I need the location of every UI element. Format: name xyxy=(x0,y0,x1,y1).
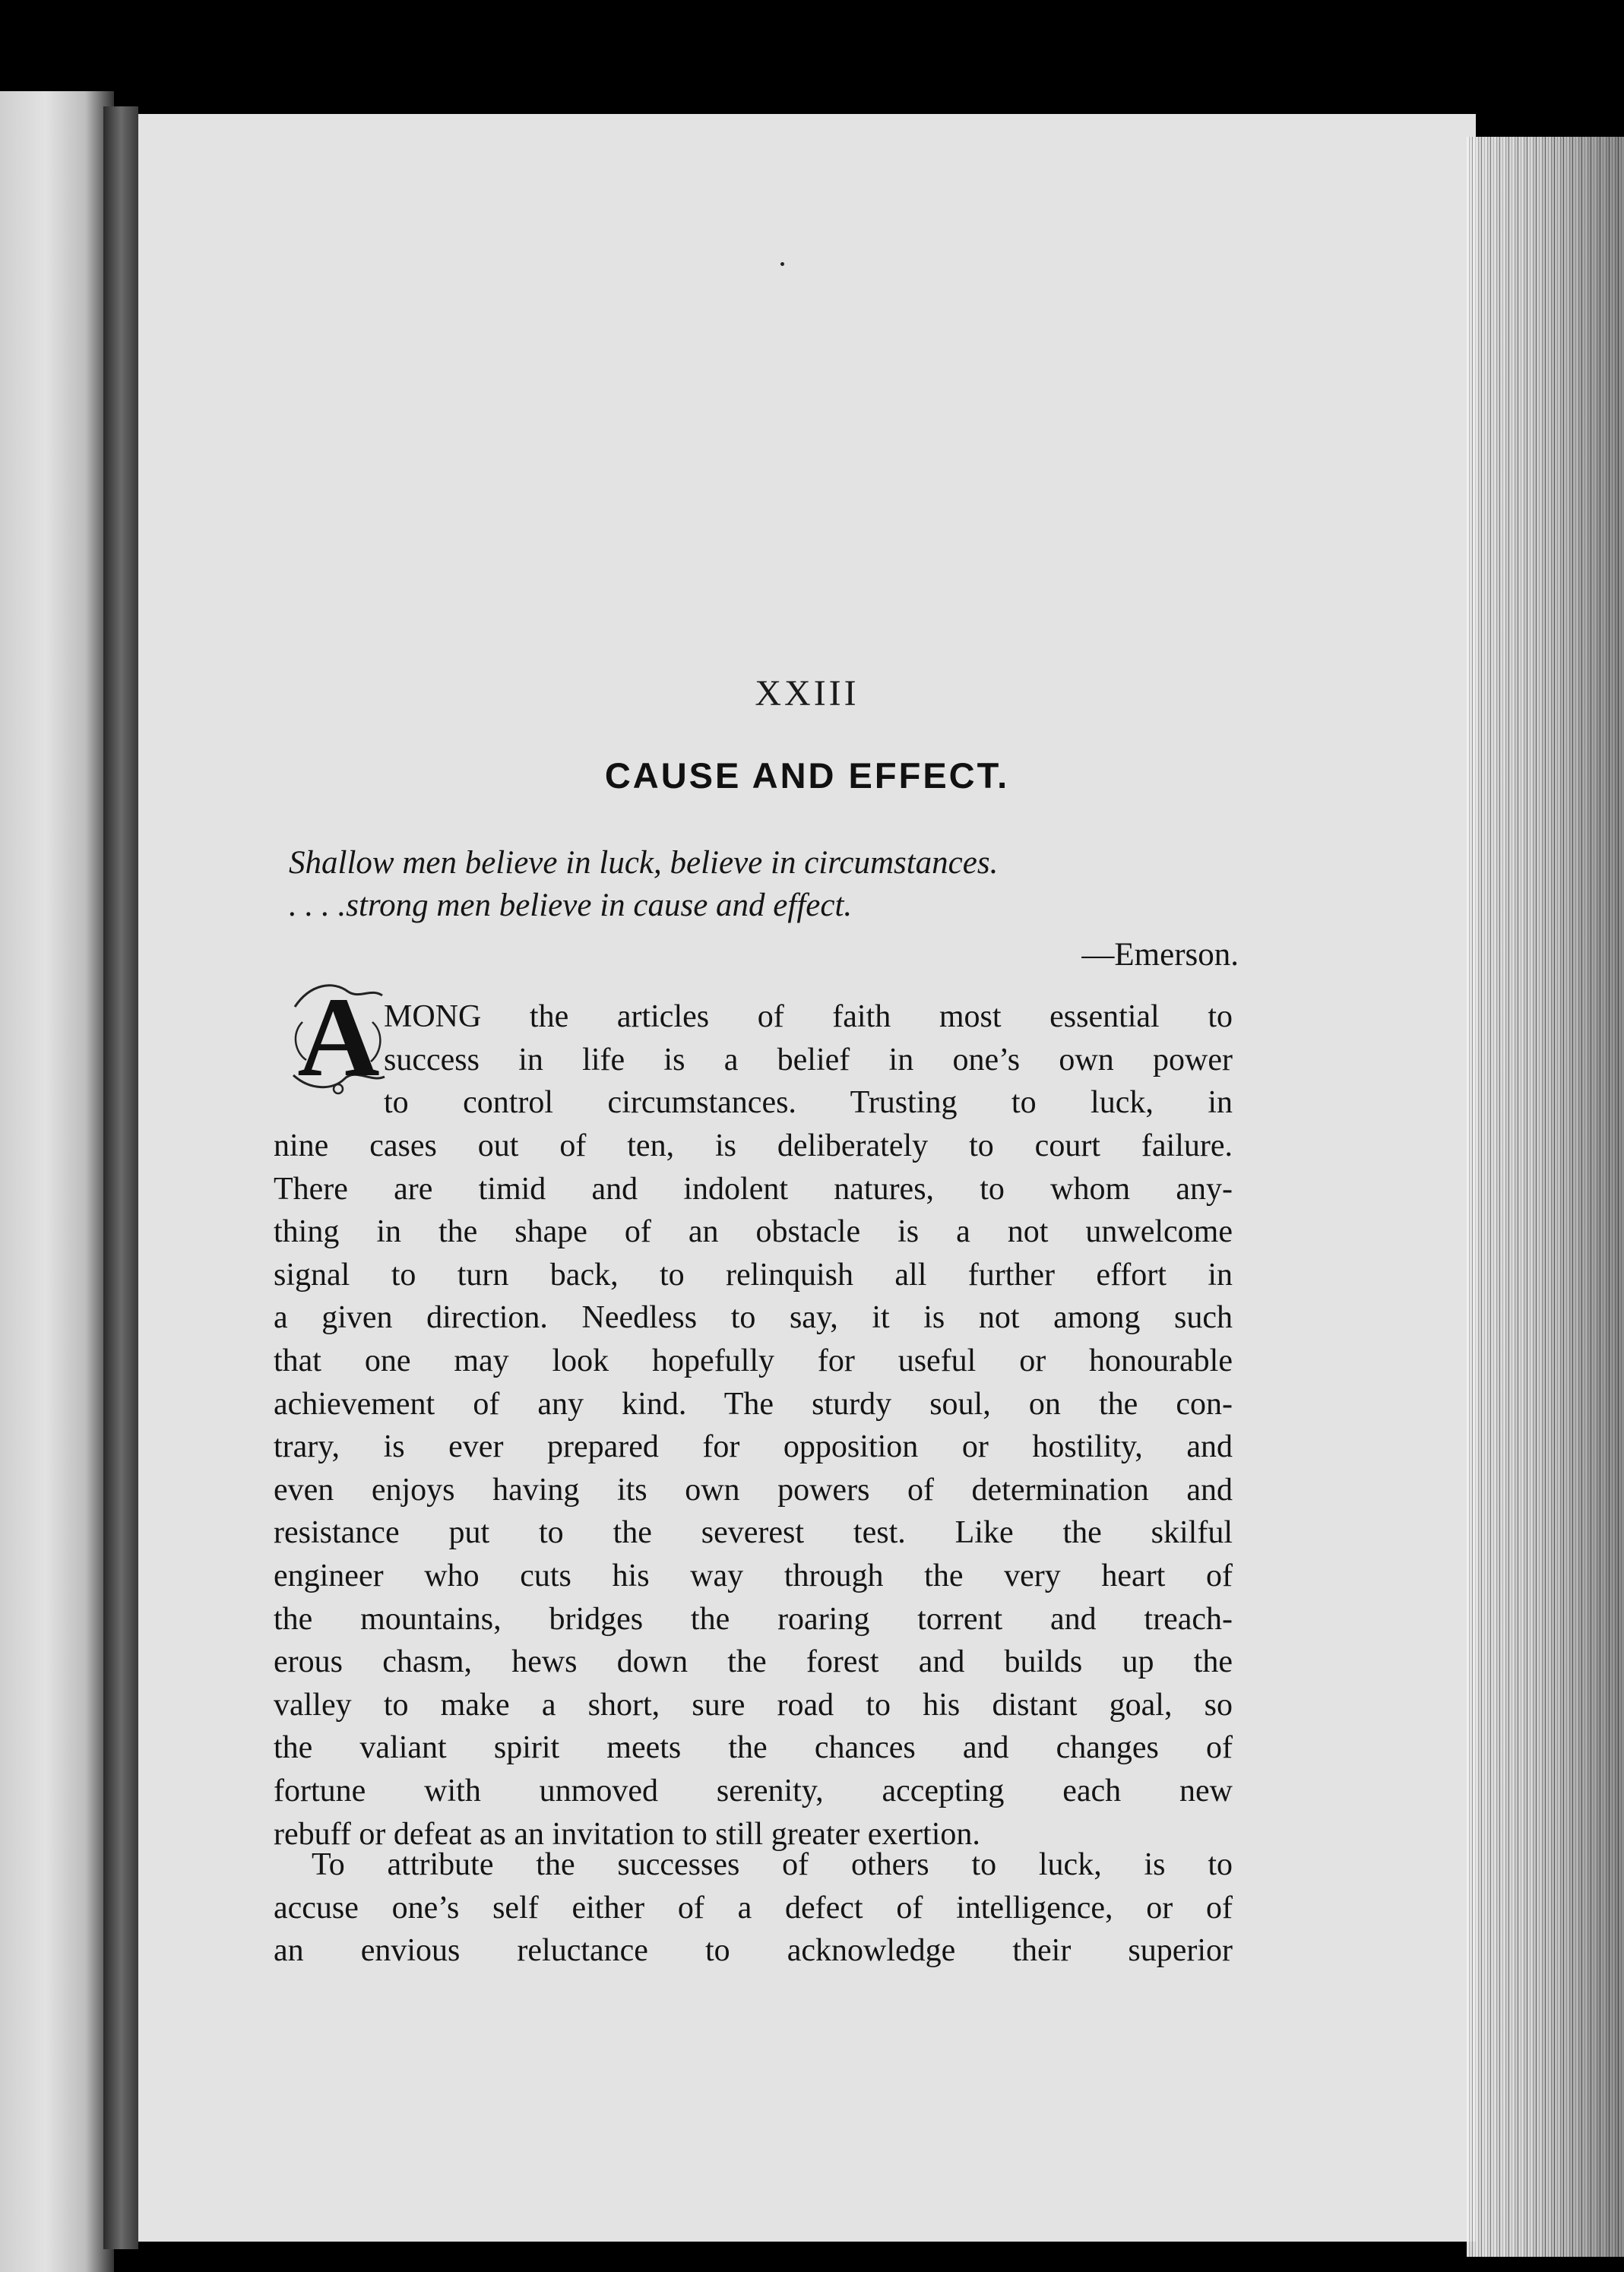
text-line: MONG the articles of faith most essential to xyxy=(384,999,1233,1034)
paragraph-1-body xyxy=(274,1125,1233,1856)
page-speck xyxy=(780,262,784,266)
text-line: erous chasm, hews down the forest and builds up the xyxy=(274,1644,1233,1680)
chapter-title: CAUSE AND EFFECT. xyxy=(604,755,1010,796)
text-line: nine cases out of ten, is deliberately to court failure. xyxy=(274,1128,1233,1163)
text-line: the mountains, bridges the roaring torrent and treach- xyxy=(274,1601,1233,1637)
text-line: trary, is ever prepared for opposition or hostility, and xyxy=(274,1429,1233,1465)
epigraph-line-1: Shallow men believe in luck, believe in circumstances. xyxy=(289,845,999,881)
text-line: an envious reluctance to acknowledge their superior xyxy=(274,1933,1233,1969)
drop-cap-letter: A xyxy=(297,974,380,1100)
text-line: success in life is a belief in one’s own power xyxy=(384,1042,1233,1077)
text-line: thing in the shape of an obstacle is a not unwelcome xyxy=(274,1214,1233,1250)
text-line: signal to turn back, to relinquish all further effort in xyxy=(274,1257,1233,1293)
text-line: valley to make a short, sure road to his distant goal, so xyxy=(274,1687,1233,1723)
chapter-number: XXIII xyxy=(755,673,859,714)
text-line: to control circumstances. Trusting to luck, in xyxy=(384,1085,1233,1121)
adjacent-page-edge xyxy=(0,91,114,2272)
text-line: even enjoys having its own powers of determination and xyxy=(274,1472,1233,1508)
paragraph-1-indented xyxy=(384,995,1233,1125)
text-line: resistance put to the severest test. Like the skilful xyxy=(274,1515,1233,1551)
text-line: rebuff or defeat as an invitation to still greater exertion. xyxy=(274,1816,980,1852)
epigraph xyxy=(289,842,1239,927)
text-line: fortune with unmoved serenity, accepting each new xyxy=(274,1773,1233,1808)
epigraph-attribution: —Emerson. xyxy=(1081,937,1239,973)
text-line: To attribute the successes of others to luck, is to xyxy=(312,1847,1233,1882)
text-line: that one may look hopefully for useful or honourable xyxy=(274,1343,1233,1378)
text-line: the valiant spirit meets the chances and changes of xyxy=(274,1730,1233,1766)
book-spine xyxy=(103,106,138,2249)
text-line: a given direction. Needless to say, it is not among such xyxy=(274,1300,1233,1336)
epigraph-line-2: . . . .strong men believe in cause and effect. xyxy=(289,888,853,923)
text-line: achievement of any kind. The sturdy soul, on the con- xyxy=(274,1386,1233,1422)
text-line: accuse one’s self either of a defect of intelligence, or of xyxy=(274,1890,1233,1926)
text-line: engineer who cuts his way through the very heart of xyxy=(274,1558,1233,1593)
text-line: There are timid and indolent natures, to whom any- xyxy=(274,1171,1233,1207)
paragraph-2 xyxy=(274,1843,1233,1973)
page-stack-shade xyxy=(1467,137,1624,2257)
